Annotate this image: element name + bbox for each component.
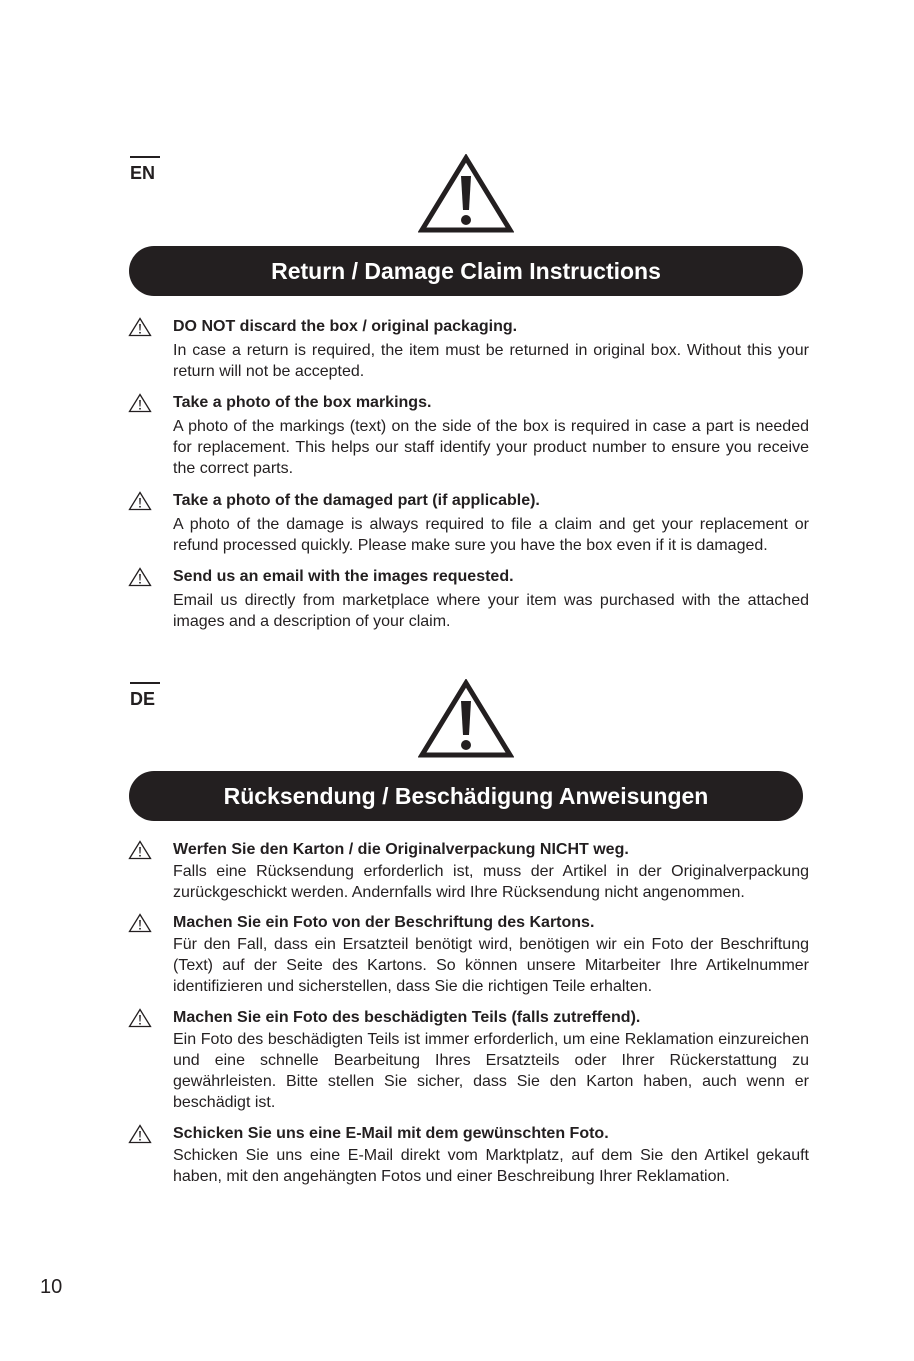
instruction-title: Machen Sie ein Foto des beschädigten Teils (falls zutreffend). — [173, 1009, 641, 1026]
section-title-banner — [129, 246, 803, 296]
instruction-title: DO NOT discard the box / original packaging. — [173, 318, 518, 335]
section-title-banner — [129, 771, 803, 821]
instruction-text: A photo of the damage is always required to file a claim and get your replacement or refund processed quickly. Please make sure you have the box even if it is damaged. — [173, 516, 809, 554]
instruction-title: Take a photo of the box markings. — [173, 394, 432, 411]
warning-triangle-icon — [128, 317, 152, 337]
instruction-item — [128, 1123, 809, 1187]
warning-triangle-icon — [128, 567, 152, 587]
instruction-list — [128, 839, 809, 1187]
warning-triangle-icon — [128, 1124, 152, 1144]
section-title: Rücksendung / Beschädigung Anweisungen — [223, 782, 709, 809]
language-tag-de: DE — [130, 682, 160, 710]
page-number: 10 — [40, 1276, 63, 1298]
instruction-text: A photo of the markings (text) on the side of the box is required in case a part is needed for replacement. This helps our staff identify your product number to ensure you receive the correct parts. — [173, 418, 809, 477]
warning-triangle-icon — [128, 393, 152, 413]
section-title: Return / Damage Claim Instructions — [271, 257, 661, 284]
instruction-title: Machen Sie ein Foto von der Beschriftung des Kartons. — [173, 914, 595, 931]
instruction-title: Schicken Sie uns eine E-Mail mit dem gewünschten Foto. — [173, 1125, 609, 1142]
instruction-item — [128, 1007, 809, 1113]
instruction-text: Ein Foto des beschädigten Teils ist immer erforderlich, um eine Reklamation einzureichen und eine schnelle Bearbeitung Ihres Ersatzteils oder Ihrer Rückerstattung zu gewährleisten. Bitte stellen Sie sicher, dass Sie den Karton haben, auch wenn er beschädigt ist. — [173, 1031, 809, 1111]
warning-triangle-icon — [128, 491, 152, 511]
warning-triangle-icon — [128, 840, 152, 860]
instruction-text: Falls eine Rücksendung erforderlich ist, muss der Artikel in der Originalverpackung zurückgeschickt werden. Andernfalls wird Ihre Rücksendung nicht angenommen. — [173, 863, 809, 901]
instruction-item — [128, 839, 809, 903]
instruction-item — [128, 566, 809, 632]
language-tag-en: EN — [130, 156, 160, 184]
instruction-text: Email us directly from marketplace where your item was purchased with the attached images and a description of your claim. — [173, 592, 809, 630]
instruction-title: Take a photo of the damaged part (if applicable). — [173, 492, 540, 509]
instruction-text: Für den Fall, dass ein Ersatzteil benötigt wird, benötigen wir ein Foto der Beschriftung (Text) auf der Seite des Kartons. So können unsere Mitarbeiter Ihre Artikelnummer identifizieren und sicherstellen, dass Sie die richtigen Teile erhalten. — [173, 936, 809, 995]
warning-triangle-icon — [128, 913, 152, 933]
instruction-title: Send us an email with the images requested. — [173, 568, 514, 585]
warning-triangle-icon — [418, 154, 514, 234]
instruction-list — [128, 316, 809, 632]
warning-triangle-icon — [418, 679, 514, 759]
instruction-text: In case a return is required, the item must be returned in original box. Without this your return will not be accepted. — [173, 342, 809, 380]
instruction-text: Schicken Sie uns eine E-Mail direkt vom Marktplatz, auf dem Sie den Artikel gekauft haben, mit den angehängten Fotos und einer Beschreibung Ihrer Reklamation. — [173, 1147, 809, 1185]
instruction-item — [128, 490, 809, 556]
warning-triangle-icon — [128, 1008, 152, 1028]
instruction-title: Werfen Sie den Karton / die Originalverpackung NICHT weg. — [173, 841, 629, 858]
instruction-item — [128, 912, 809, 997]
instruction-item — [128, 316, 809, 382]
instruction-item — [128, 392, 809, 479]
